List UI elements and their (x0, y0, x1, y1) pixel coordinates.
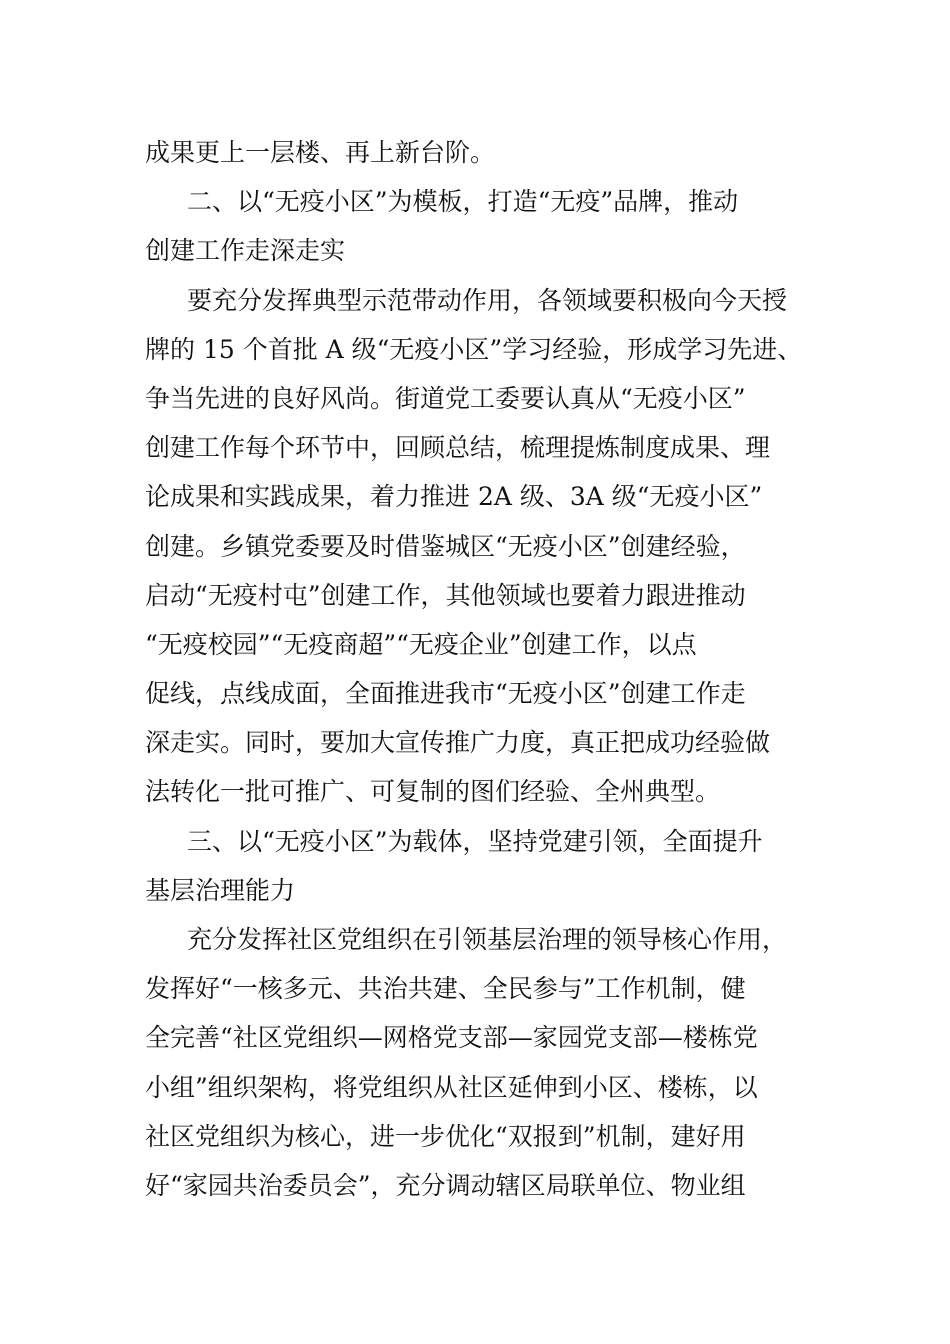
text-line: 创建工作每个环节中，回顾总结，梳理提炼制度成果、理 (145, 433, 771, 463)
text-line: 全完善“社区党组织—网格党支部—家园党支部—楼栋党 (145, 1023, 758, 1053)
text-line: 论成果和实践成果，着力推进 2A 级、3A 级“无疫小区” (145, 482, 763, 512)
document-body (145, 128, 815, 1210)
text-line: 发挥好“一核多元、共治共建、全民参与”工作机制，健 (145, 974, 746, 1004)
text-line: 社区党组织为核心，进一步优化“双报到”机制，建好用 (145, 1121, 746, 1151)
text-line: 要充分发挥典型示范带动作用，各领域要积极向今天授 (187, 285, 788, 315)
text-line: 充分发挥社区党组织在引领基层治理的领导核心作用， (187, 925, 788, 954)
text-line: 小组”组织架构，将党组织从社区延伸到小区、楼栋，以 (145, 1072, 758, 1102)
section-heading-2-cont: 创建工作走深走实 (145, 236, 346, 266)
section-heading-3-cont: 基层治理能力 (145, 875, 296, 905)
text-line: 启动“无疫村屯”创建工作，其他领域也要着力跟进推动 (145, 580, 746, 610)
text-line: 创建。乡镇党委要及时借鉴城区“无疫小区”创建经验， (145, 531, 746, 561)
text-line: 深走实。同时，要加大宣传推广力度，真正把成功经验做 (145, 728, 771, 758)
text-line: 好“家园共治委员会”，充分调动辖区局联单位、物业组 (145, 1170, 746, 1200)
text-line: 促线，点线成面，全面推进我市“无疫小区”创建工作走 (145, 679, 746, 709)
text-line: “无疫校园”“无疫商超”“无疫企业”创建工作，以点 (145, 629, 697, 659)
section-heading-2: 二、以“无疫小区”为模板，打造“无疫”品牌，推动 (187, 187, 739, 217)
text-line: 牌的 15 个首批 A 级“无疫小区”学习经验，形成学习先进、 (145, 334, 803, 364)
text-line: 成果更上一层楼、再上新台阶。 (145, 138, 496, 167)
text-line: 争当先进的良好风尚。街道党工委要认真从“无疫小区” (145, 383, 746, 413)
text-line: 法转化一批可推广、可复制的图们经验、全州典型。 (145, 777, 721, 807)
section-heading-3: 三、以“无疫小区”为载体，坚持党建引领，全面提升 (187, 826, 763, 856)
